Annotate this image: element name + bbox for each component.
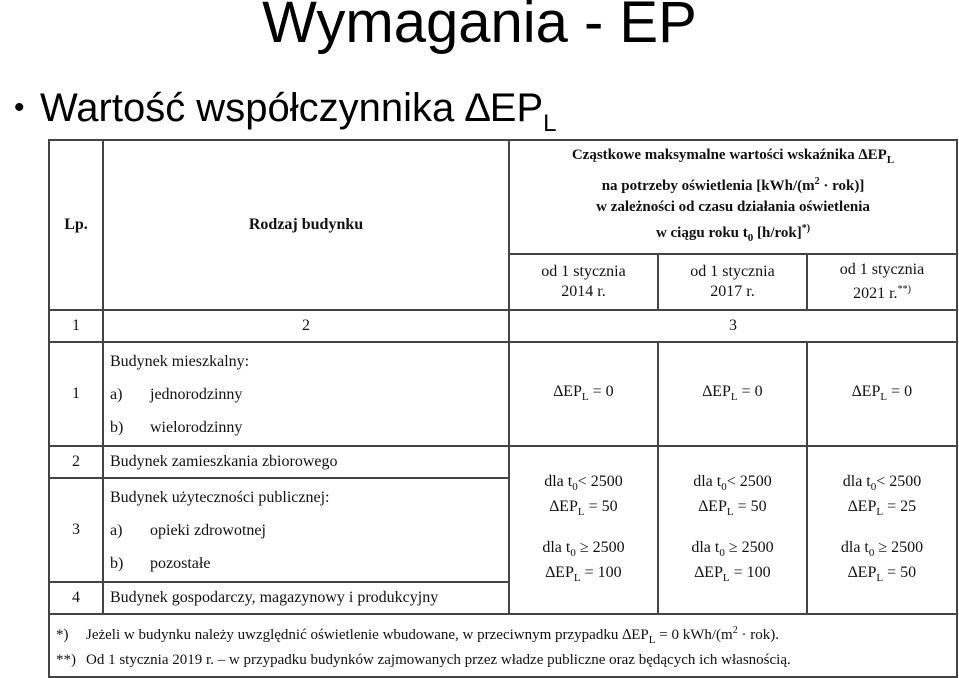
- header-date-2014: od 1 stycznia 2014 r.: [509, 254, 658, 310]
- row3-item-a: a) opieki zdrowotnej: [110, 521, 266, 539]
- row4-lp: 4: [49, 582, 103, 614]
- numbering-col3: 3: [509, 310, 957, 342]
- header-values-line4-sup: *): [801, 223, 811, 234]
- requirements-table: [48, 139, 958, 678]
- row1-value-2017: $\Delta EP_L = 0$: [658, 342, 807, 446]
- row234-value-2017: dla $t_0< 2500$ $\Delta EP_L = 50$ dla $t_0 \ge 2500$ $\Delta EP_L = 100$: [658, 446, 807, 614]
- row1-item-a: a) jednorodzinny: [110, 385, 243, 403]
- header-values-line2-end: · rok)]: [819, 178, 865, 194]
- header-lp: Lp.: [49, 140, 103, 310]
- header-values-line4-sub: 0: [747, 232, 754, 244]
- numbering-col2: 2: [103, 310, 509, 342]
- numbering-col1: 1: [49, 310, 103, 342]
- header-date-2021: od 1 stycznia 2021 r.**): [807, 254, 957, 310]
- row3-item-b: b) pozostałe: [110, 554, 211, 572]
- header-values-line2: na potrzeby oświetlenia [kWh/(m: [601, 178, 815, 194]
- row4-type: Budynek gospodarczy, magazynowy i produkcyjny: [103, 582, 509, 614]
- header-values-line4-end: [h/rok]: [753, 225, 802, 241]
- row1-value-2021: $\Delta EP_L = 0$: [807, 342, 957, 446]
- header-values-line2-sup: 2: [814, 176, 820, 187]
- row1-lp: 1: [49, 342, 103, 446]
- row3-lp: 3: [49, 478, 103, 582]
- header-values: [509, 140, 957, 254]
- requirements-table-wrapper: [48, 139, 956, 668]
- footnote-1: *) Jeżeli w budynku należy uwzględnić oświetlenie wbudowane, w przeciwnym przypadku $\Delta EP_L = 0$ kWh/$(m^2 \cdot rok)$.: [56, 625, 779, 646]
- bullet-dot-icon: •: [14, 91, 25, 124]
- header-values-line1: Cząstkowe maksymalne wartości wskaźnika ∆EP: [571, 147, 887, 163]
- row1-item-b: b) wielorodzinny: [110, 418, 243, 436]
- bullet-subscript: L: [543, 110, 557, 137]
- header-building-type: Rodzaj budynku: [103, 140, 509, 310]
- slide-title: Wymagania - EP: [262, 0, 697, 55]
- header-values-line1-sub: L: [886, 154, 895, 166]
- header-date-2017: od 1 stycznia 2017 r.: [658, 254, 807, 310]
- header-values-line3: w zależności od czasu działania oświetlenia: [596, 199, 870, 215]
- row1-type: [103, 342, 509, 446]
- header-values-line4: w ciągu roku t: [655, 225, 748, 241]
- row1-value-2014: $\Delta EP_L = 0$: [509, 342, 658, 446]
- footnotes: [49, 614, 957, 677]
- bullet-text: Wartość współczynnika ∆EP: [40, 86, 544, 130]
- bullet-line: [14, 86, 557, 146]
- row234-value-2014: dla $t_0< 2500$ $\Delta EP_L = 50$ dla $t_0 \ge 2500$ $\Delta EP_L = 100$: [509, 446, 658, 614]
- footnote-2: **) Od 1 stycznia 2019 r. – w przypadku budynków zajmowanych przez władze publiczne oraz będących ich własnością.: [56, 652, 791, 668]
- row234-value-2021: dla $t_0< 2500$ $\Delta EP_L = 25$ dla $t_0 \ge 2500$ $\Delta EP_L = 50$: [807, 446, 957, 614]
- row3-title: Budynek użyteczności publicznej:: [110, 488, 330, 506]
- row1-title: Budynek mieszkalny:: [110, 352, 250, 370]
- row2-lp: 2: [49, 446, 103, 478]
- row2-type: Budynek zamieszkania zbiorowego: [103, 446, 509, 478]
- row3-type: [103, 478, 509, 582]
